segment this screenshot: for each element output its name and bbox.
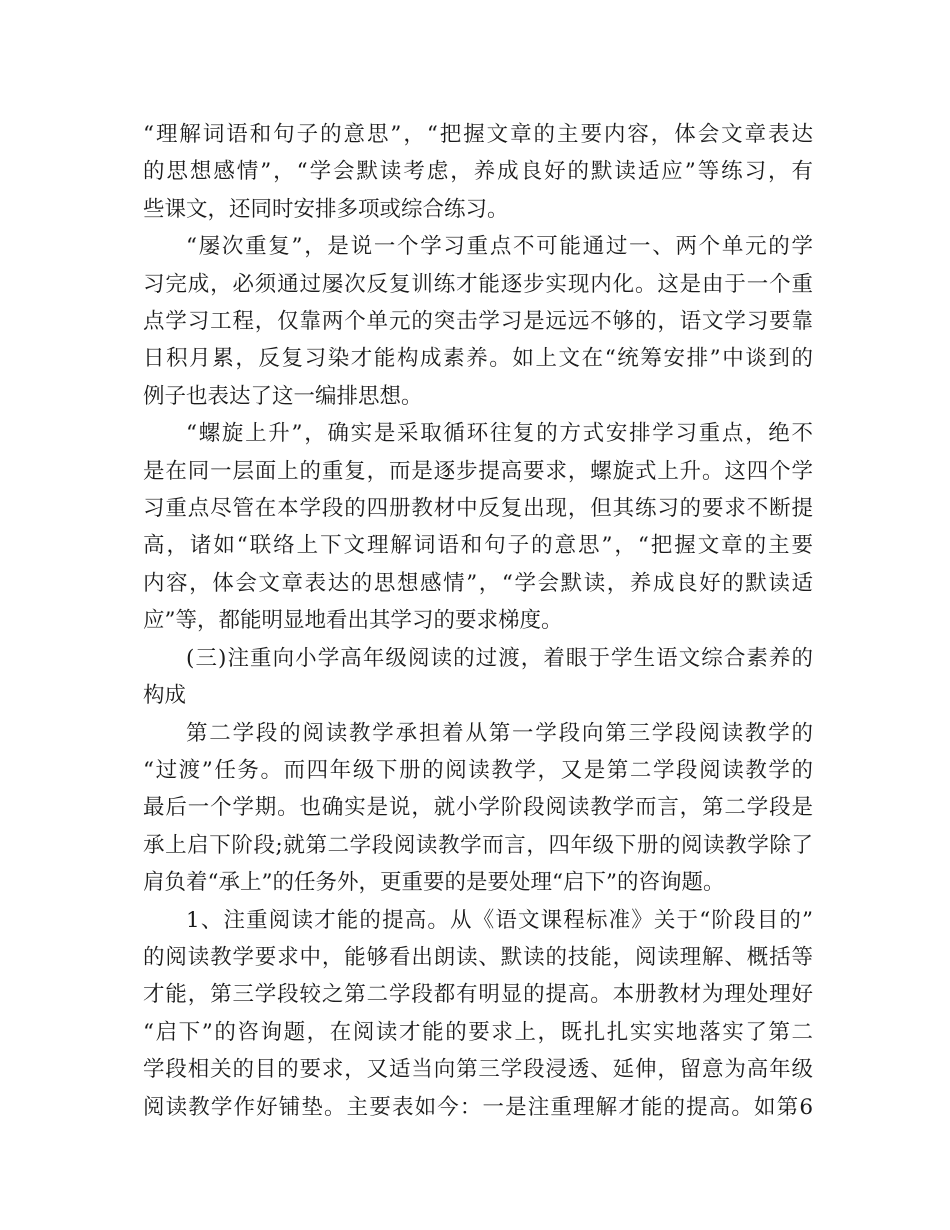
text-line: (三)注重向小学高年级阅读的过渡，着眼于学生语文综合素养的 bbox=[186, 645, 813, 671]
text-line: 高，诸如“联络上下文理解词语和句子的意思”，“把握文章的主要 bbox=[143, 533, 813, 559]
text-line: “螺旋上升”，确实是采取循环往复的方式安排学习重点，绝不 bbox=[186, 421, 813, 447]
text-line: 习完成，必须通过屡次反复训练才能逐步实现内化。这是由于一个重 bbox=[143, 271, 813, 297]
text-line: 承上启下阶段;就第二学段阅读教学而言，四年级下册的阅读教学除了 bbox=[143, 832, 813, 858]
text-line: 构成 bbox=[143, 683, 187, 709]
text-line: 才能，第三学段较之第二学段都有明显的提高。本册教材为理处理好 bbox=[143, 982, 813, 1008]
paragraph bbox=[143, 228, 813, 415]
text-line: 阅读教学作好铺垫。主要表如今：一是注重理解才能的提高。如第6 bbox=[143, 1094, 813, 1120]
text-line: 肩负着“承上”的任务外，更重要的是要处理“启下”的咨询题。 bbox=[143, 870, 725, 896]
text-line: 例子也表达了这一编排思想。 bbox=[143, 383, 423, 409]
text-line: “启下”的咨询题，在阅读才能的要求上，既扎扎实实地落实了第二 bbox=[143, 1019, 813, 1045]
text-line: 的阅读教学要求中，能够看出朗读、默读的技能，阅读理解、概括等 bbox=[143, 944, 813, 970]
text-line: 最后一个学期。也确实是说，就小学阶段阅读教学而言，第二学段是 bbox=[143, 795, 813, 821]
paragraph bbox=[143, 902, 813, 1126]
section-heading bbox=[143, 640, 813, 715]
text-line: 1、注重阅读才能的提高。从《语文课程标准》关于“阶段目的” bbox=[186, 907, 813, 933]
text-line: 应”等，都能明显地看出其学习的要求梯度。 bbox=[143, 608, 563, 634]
text-line: “理解词语和句子的意思”，“把握文章的主要内容，体会文章表达 bbox=[143, 122, 813, 147]
paragraph bbox=[143, 116, 813, 228]
text-line: “屡次重复”，是说一个学习重点不可能通过一、两个单元的学 bbox=[186, 234, 813, 260]
paragraph bbox=[143, 715, 813, 902]
text-line: 习重点尽管在本学段的四册教材中反复出现，但其练习的要求不断提 bbox=[143, 496, 813, 522]
text-line: 内容，体会文章表达的思想感情”，“学会默读，养成良好的默读适 bbox=[143, 570, 813, 596]
text-line: 的思想感情”，“学会默读考虑，养成良好的默读适应”等练习，有 bbox=[143, 159, 813, 185]
text-line: 第二学段的阅读教学承担着从第一学段向第三学段阅读教学的 bbox=[186, 720, 813, 746]
paragraph bbox=[143, 415, 813, 639]
text-line: 日积月累，反复习染才能构成素养。如上文在“统筹安排”中谈到的 bbox=[143, 346, 813, 372]
text-line: 些课文，还同时安排多项或综合练习。 bbox=[143, 196, 509, 222]
text-line: “过渡”任务。而四年级下册的阅读教学，又是第二学段阅读教学的 bbox=[143, 757, 813, 783]
text-line: 点学习工程，仅靠两个单元的突击学习是远远不够的，语文学习要靠 bbox=[143, 309, 813, 335]
document-body bbox=[143, 116, 813, 1126]
text-line: 学段相关的目的要求，又适当向第三学段浸透、延伸，留意为高年级 bbox=[143, 1057, 813, 1083]
text-line: 是在同一层面上的重复，而是逐步提高要求，螺旋式上升。这四个学 bbox=[143, 458, 813, 484]
